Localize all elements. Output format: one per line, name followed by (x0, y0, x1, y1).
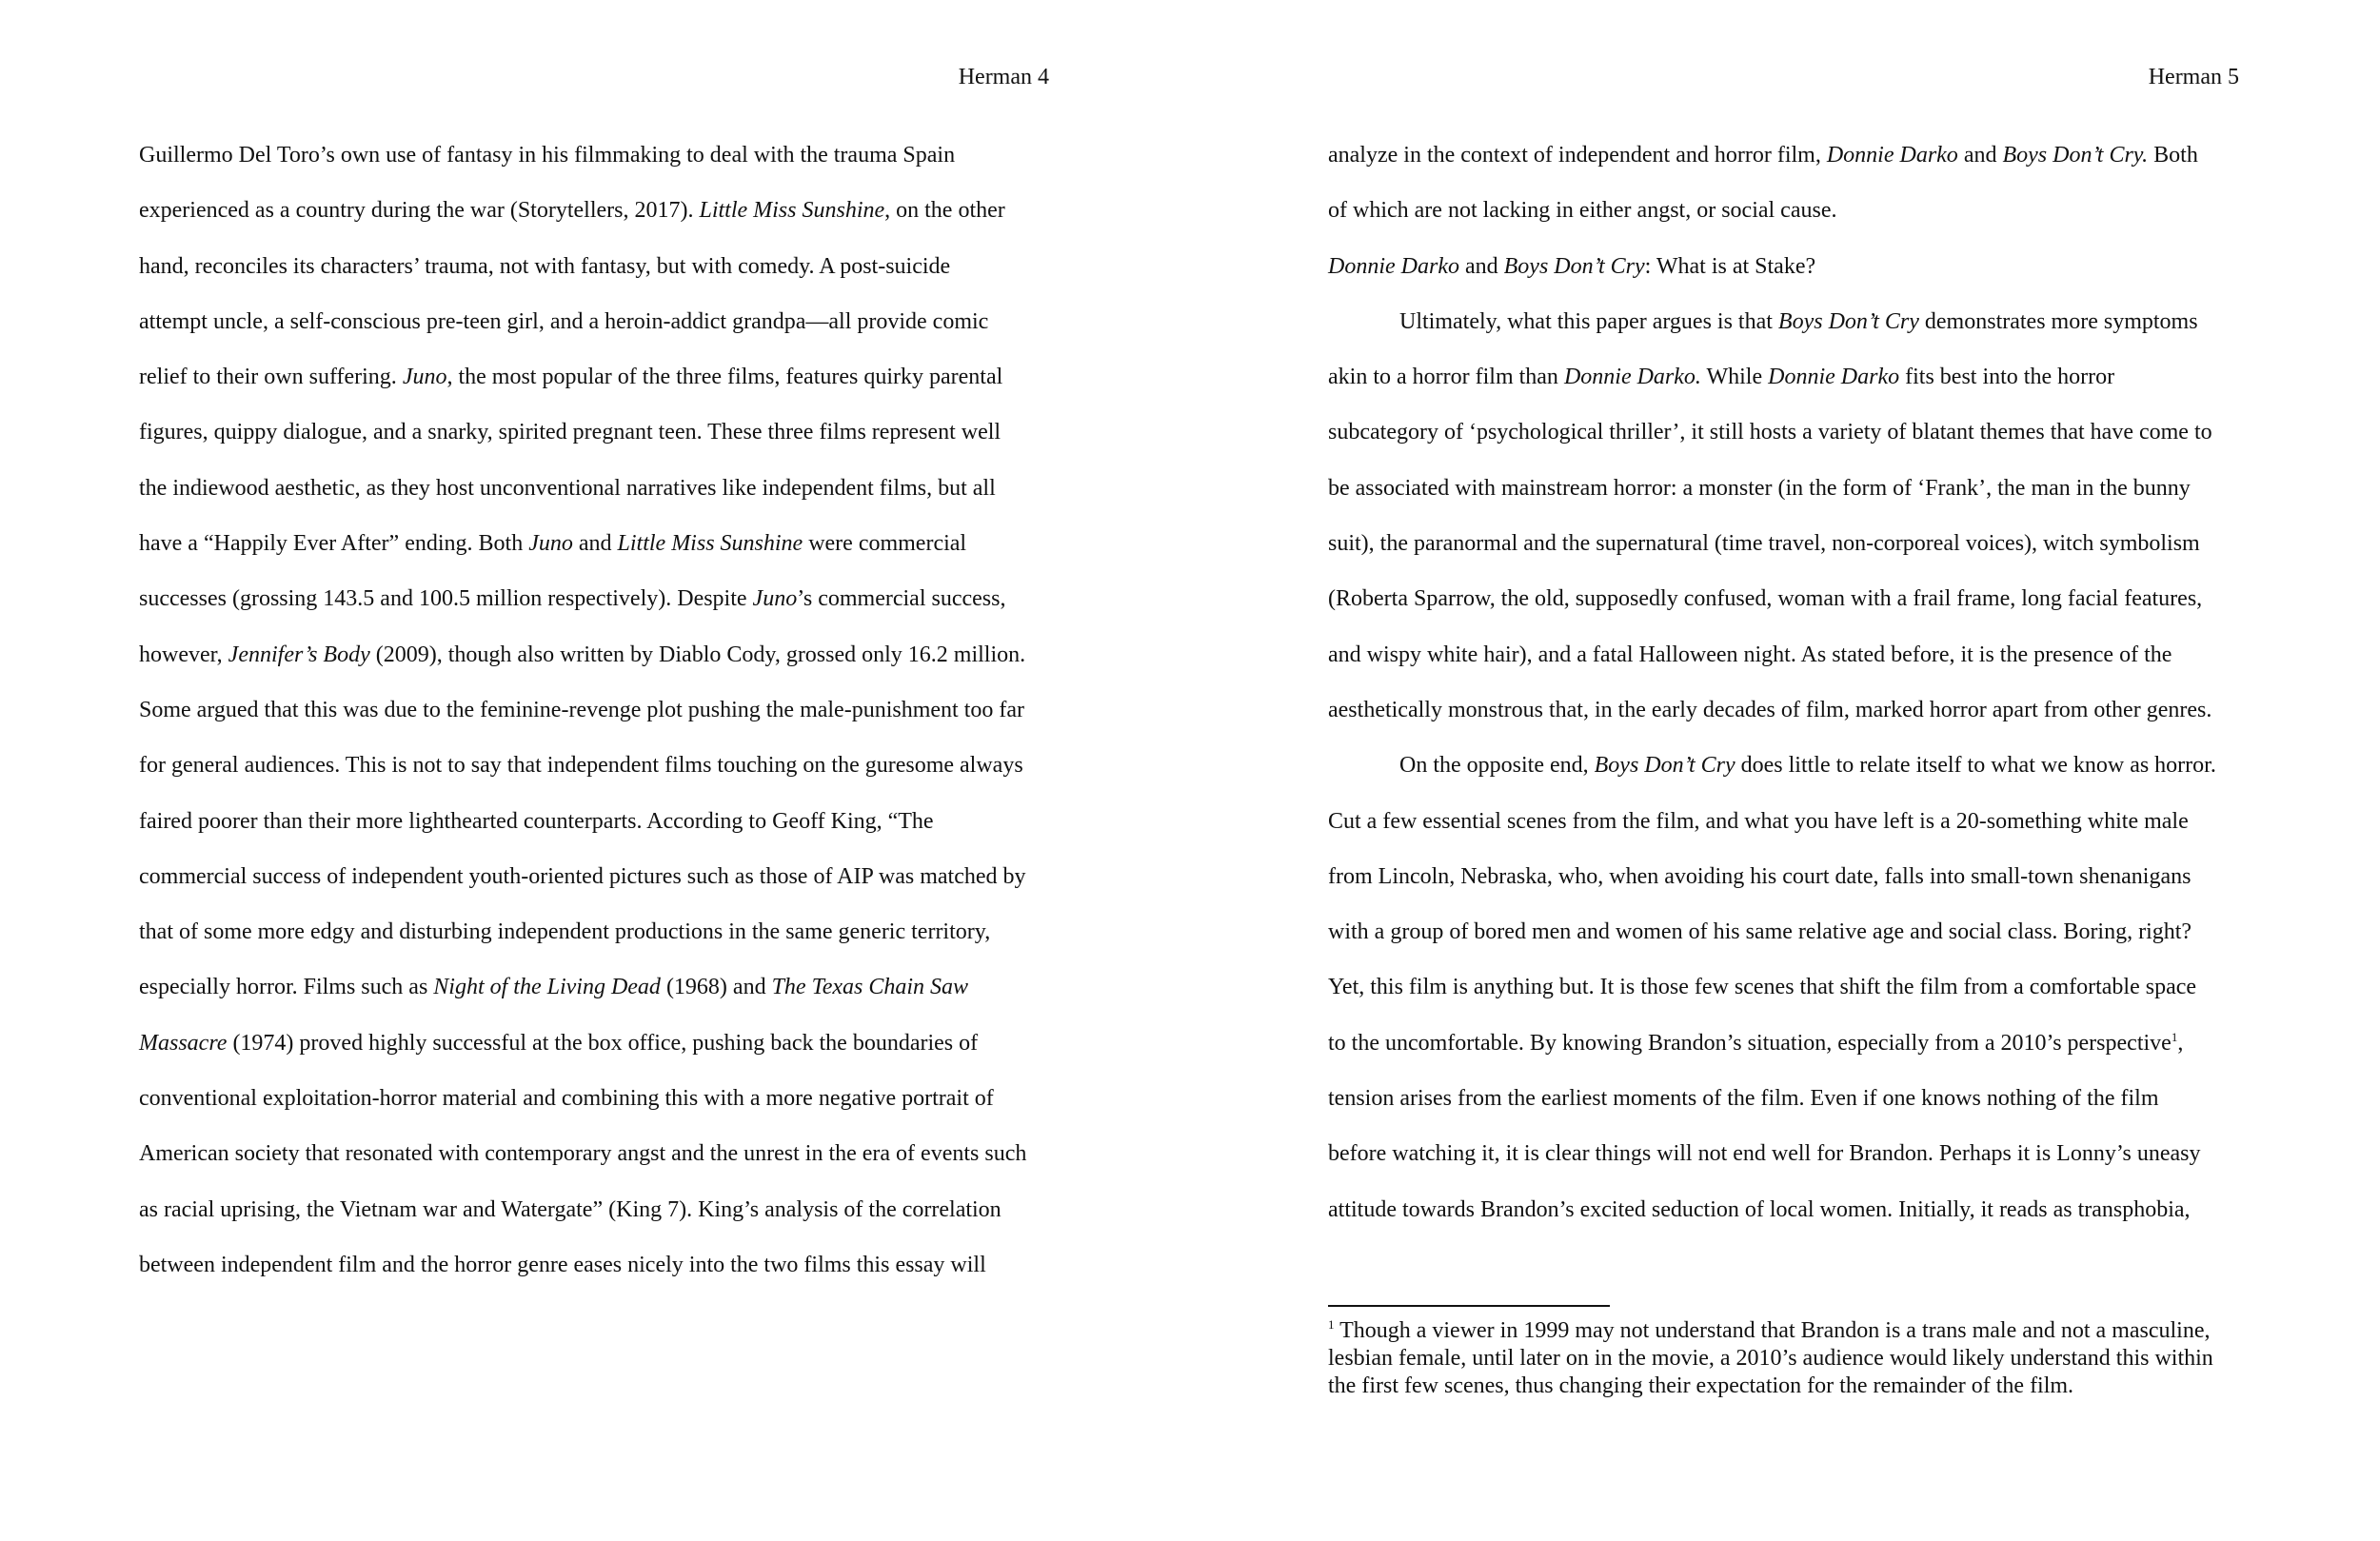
text-run: especially horror. Films such as (139, 975, 434, 1000)
text-run: and (1957, 143, 2003, 168)
text-run: suit), the paranormal and the supernatural (time travel, non-corporeal voices), witch symbolism (1328, 531, 2200, 557)
text-line (1328, 191, 2244, 247)
text-line (1328, 968, 2244, 1023)
text-run: : What is at Stake? (1644, 253, 1816, 279)
text-run: , on the other (884, 198, 1005, 224)
text-line (139, 136, 1053, 191)
text-line (1328, 469, 2244, 524)
text-run: that of some more edgy and disturbing independent productions in the same generic territory, (139, 919, 991, 945)
text-line (139, 524, 1053, 580)
text-run: aesthetically monstrous that, in the early decades of film, marked horror apart from other genres. (1328, 697, 2212, 722)
text-line (139, 1246, 1053, 1301)
text-run: faired poorer than their more lighthearted counterparts. According to Geoff King, “The (139, 808, 934, 834)
text-run: Cut a few essential scenes from the film, and what you have left is a 20-something white male (1328, 808, 2189, 834)
text-line (139, 1135, 1053, 1190)
text-line (1328, 524, 2244, 580)
text-line (139, 580, 1053, 635)
footnote-text: Though a viewer in 1999 may not understand that Brandon is a trans male and not a masculine, (1334, 1318, 2211, 1343)
text-run: fits best into the horror (1899, 365, 2115, 390)
text-run: attitude towards Brandon’s excited seduction of local women. Initially, it reads as transphobia, (1328, 1196, 2191, 1222)
text-run: , (2177, 1030, 2184, 1056)
text-run: Guillermo Del Toro’s own use of fantasy in his filmmaking to deal with the trauma Spain (139, 143, 956, 168)
text-run: for general audiences. This is not to say that independent films touching on the guresome always (139, 753, 1023, 779)
text-line (139, 746, 1053, 801)
italic-title: Donnie Darko (1328, 253, 1459, 279)
text-run: experienced as a country during the war (Storytellers, 2017). (139, 198, 700, 224)
text-line (1328, 1079, 2244, 1135)
text-run: however, (139, 642, 228, 667)
text-line (1328, 136, 2244, 191)
text-run: to the uncomfortable. By knowing Brandon’s situation, especially from a 2010’s perspective (1328, 1030, 2172, 1056)
text-line (1328, 746, 2244, 801)
text-line (139, 303, 1053, 358)
text-line (1328, 913, 2244, 968)
text-line (1328, 358, 2244, 413)
text-run: with a group of bored men and women of his same relative age and social class. Boring, right? (1328, 919, 2192, 945)
text-run: does little to relate itself to what we know as horror. (1735, 753, 2216, 779)
text-line (139, 691, 1053, 746)
text-line (1328, 413, 2244, 468)
text-run: Some argued that this was due to the feminine-revenge plot pushing the male-punishment too far (139, 697, 1024, 722)
italic-title: Little Miss Sunshine (699, 198, 885, 224)
text-run: (2009), though also written by Diablo Cody, grossed only 16.2 million. (369, 642, 1026, 667)
text-line (1328, 1024, 2244, 1079)
text-line (139, 913, 1053, 968)
italic-title: The Texas Chain Saw (771, 975, 969, 1000)
italic-title: Night of the Living Dead (433, 975, 661, 1000)
text-line (1328, 802, 2244, 858)
italic-title: Juno (528, 531, 573, 557)
text-run: as racial uprising, the Vietnam war and Watergate” (King 7). King’s analysis of the correlation (139, 1196, 1002, 1222)
text-run: figures, quippy dialogue, and a snarky, spirited pregnant teen. These three films represent well (139, 420, 1002, 445)
running-head-left: Herman 4 (958, 65, 1049, 89)
italic-title: Jennifer’s Body (228, 642, 370, 667)
page-right (1190, 0, 2380, 1541)
text-run: were commercial (803, 531, 967, 557)
text-run: tension arises from the earliest moments of the film. Even if one knows nothing of the film (1328, 1086, 2159, 1112)
text-line (139, 191, 1053, 247)
footnote (1328, 1317, 2244, 1400)
footnote-separator (1328, 1305, 1610, 1307)
italic-title: Donnie Darko (1826, 143, 1958, 168)
text-run: hand, reconciles its characters’ trauma, not with fantasy, but with comedy. A post-suicide (139, 253, 951, 279)
text-line (139, 802, 1053, 858)
text-run: of which are not lacking in either angst, or social cause. (1328, 198, 1837, 224)
text-run: (1968) and (660, 975, 772, 1000)
text-line (1328, 247, 2244, 303)
text-run: Yet, this film is anything but. It is those few scenes that shift the film from a comfortable space (1328, 975, 2197, 1000)
body-text-right (1328, 136, 2244, 1246)
italic-title: Boys Don’t Cry (1503, 253, 1645, 279)
text-run: ’s commercial success, (797, 586, 1006, 612)
italic-title: Juno (402, 365, 447, 390)
text-line (1328, 691, 2244, 746)
text-run: (1974) proved highly successful at the box office, pushing back the boundaries of (227, 1030, 979, 1056)
text-line (139, 358, 1053, 413)
text-run: and wispy white hair), and a fatal Halloween night. As stated before, it is the presence of the (1328, 642, 2172, 667)
text-line (1328, 303, 2244, 358)
text-line (1328, 1135, 2244, 1190)
text-run: analyze in the context of independent and horror film, (1328, 143, 1827, 168)
text-run: demonstrates more symptoms (1918, 308, 2198, 334)
text-line (139, 858, 1053, 913)
text-run: On the opposite end, (1399, 753, 1595, 779)
text-line (1328, 858, 2244, 913)
footnote-line (1328, 1317, 2244, 1345)
italic-title: Donnie Darko (1768, 365, 1900, 390)
text-run: American society that resonated with contemporary angst and the unrest in the era of events such (139, 1141, 1027, 1167)
text-line (1328, 636, 2244, 691)
text-run: (Roberta Sparrow, the old, supposedly confused, woman with a frail frame, long facial features, (1328, 586, 2203, 612)
text-line (139, 1024, 1053, 1079)
text-run: akin to a horror film than (1328, 365, 1564, 390)
text-run: Ultimately, what this paper argues is that (1399, 308, 1778, 334)
text-line (139, 247, 1053, 303)
italic-title: Juno (752, 586, 798, 612)
italic-title: Boys Don’t Cry (1777, 308, 1919, 334)
text-run: While (1700, 365, 1769, 390)
footnote-line: lesbian female, until later on in the movie, a 2010’s audience would likely understand this within (1328, 1346, 2213, 1371)
text-run: successes (grossing 143.5 and 100.5 million respectively). Despite (139, 586, 753, 612)
footnote-line: the first few scenes, thus changing their expectation for the remainder of the film. (1328, 1373, 2074, 1398)
text-line (1328, 580, 2244, 635)
text-line (139, 1079, 1053, 1135)
text-run: and (1458, 253, 1504, 279)
running-head-right: Herman 5 (2148, 65, 2239, 89)
italic-title: Donnie Darko. (1563, 365, 1701, 390)
text-line (139, 636, 1053, 691)
text-run: the indiewood aesthetic, as they host unconventional narratives like independent films, but all (139, 475, 996, 501)
text-line (1328, 1191, 2244, 1246)
text-run: , the most popular of the three films, features quirky parental (446, 365, 1003, 390)
body-text-left (139, 136, 1053, 1301)
italic-title: Boys Don’t Cry. (2002, 143, 2149, 168)
text-line (139, 1191, 1053, 1246)
italic-title: Boys Don’t Cry (1594, 753, 1735, 779)
footnote-mark: 1 (1328, 1317, 1335, 1332)
text-run: have a “Happily Ever After” ending. Both (139, 531, 529, 557)
text-run: from Lincoln, Nebraska, who, when avoiding his court date, falls into small-town shenanigans (1328, 863, 2192, 889)
text-run: commercial success of independent youth-oriented pictures such as those of AIP was matched by (139, 863, 1026, 889)
text-line (139, 469, 1053, 524)
italic-title: Little Miss Sunshine (617, 531, 803, 557)
text-run: relief to their own suffering. (139, 365, 403, 390)
text-run: attempt uncle, a self-conscious pre-teen girl, and a heroin-addict grandpa—all provide comic (139, 308, 989, 334)
text-run: conventional exploitation-horror material and combining this with a more negative portrait of (139, 1086, 994, 1112)
text-run: and (572, 531, 618, 557)
text-run: be associated with mainstream horror: a monster (in the form of ‘Frank’, the man in the bunny (1328, 475, 2191, 501)
text-run: Both (2148, 143, 2198, 168)
footnote-reference: 1 (2171, 1029, 2178, 1044)
text-line (139, 413, 1053, 468)
text-run: subcategory of ‘psychological thriller’, it still hosts a variety of blatant themes that have come to (1328, 420, 2212, 445)
italic-title: Massacre (139, 1030, 228, 1056)
text-run: between independent film and the horror genre eases nicely into the two films this essay will (139, 1252, 986, 1277)
text-line (139, 968, 1053, 1023)
text-run: before watching it, it is clear things will not end well for Brandon. Perhaps it is Lonny’s uneasy (1328, 1141, 2201, 1167)
